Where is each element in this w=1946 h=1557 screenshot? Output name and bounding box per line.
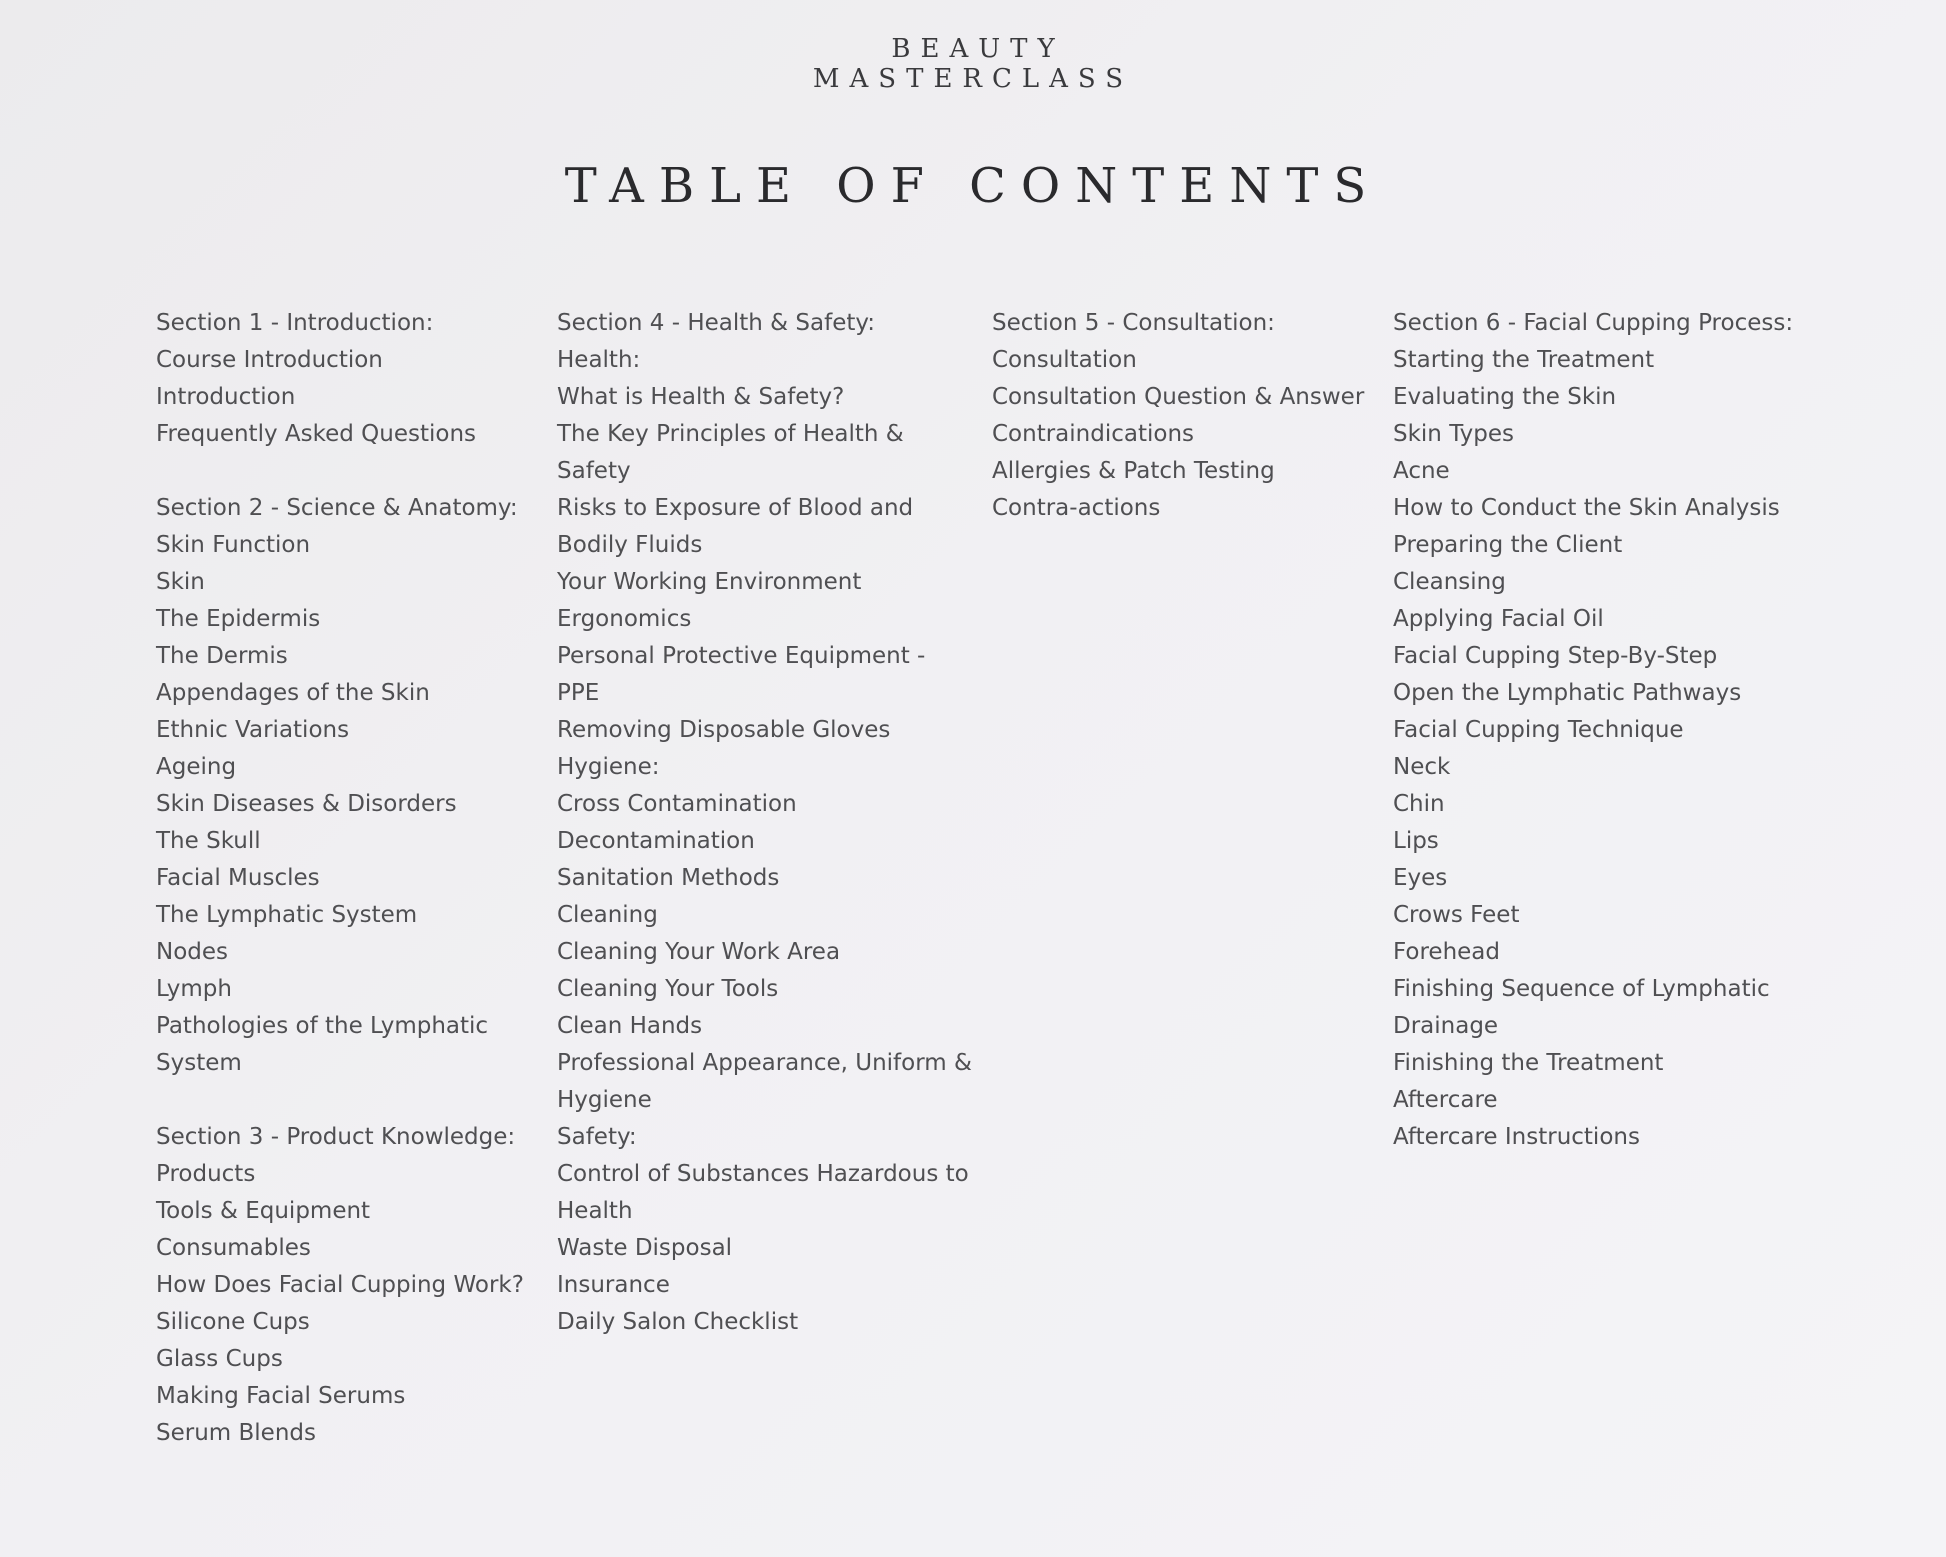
- toc-entry: Making Facial Serums: [156, 1383, 406, 1409]
- toc-entry: The Lymphatic System: [156, 902, 418, 928]
- toc-entry: Preparing the Client: [1393, 532, 1623, 558]
- toc-entry: Removing Disposable Gloves: [557, 717, 891, 743]
- toc-entry: Professional Appearance, Uniform &: [557, 1050, 972, 1076]
- toc-entry: Open the Lymphatic Pathways: [1393, 680, 1742, 706]
- toc-entry: Crows Feet: [1393, 902, 1520, 928]
- toc-entry: Cleaning Your Tools: [557, 976, 779, 1002]
- brand-line-2: MASTERCLASS: [812, 64, 1134, 94]
- toc-entry: Health:: [557, 347, 641, 373]
- toc-entry: Safety: [557, 458, 631, 484]
- brand-line-1: BEAUTY: [891, 34, 1065, 64]
- toc-entry: Facial Cupping Step-By-Step: [1393, 643, 1718, 669]
- toc-entry: Insurance: [557, 1272, 670, 1298]
- toc-entry: The Key Principles of Health &: [557, 421, 904, 447]
- toc-entry: Cleaning Your Work Area: [557, 939, 841, 965]
- toc-entry: Nodes: [156, 939, 229, 965]
- toc-entry: Products: [156, 1161, 256, 1187]
- toc-section-heading: Section 6 - Facial Cupping Process:: [1393, 310, 1794, 336]
- toc-entry: Skin Function: [156, 532, 311, 558]
- toc-entry: Silicone Cups: [156, 1309, 310, 1335]
- toc-entry: Glass Cups: [156, 1346, 283, 1372]
- toc-entry: Personal Protective Equipment -: [557, 643, 926, 669]
- toc-entry: Risks to Exposure of Blood and: [557, 495, 914, 521]
- toc-entry: Consultation: [992, 347, 1137, 373]
- toc-entry: Ergonomics: [557, 606, 692, 632]
- toc-entry: Hygiene:: [557, 754, 660, 780]
- toc-entry: What is Health & Safety?: [557, 384, 845, 410]
- toc-entry: Skin Types: [1393, 421, 1515, 447]
- toc-entry: Tools & Equipment: [156, 1198, 371, 1224]
- toc-entry: Lymph: [156, 976, 232, 1002]
- toc-entry: Health: [557, 1198, 633, 1224]
- toc-entry: Starting the Treatment: [1393, 347, 1655, 373]
- toc-entry: Lips: [1393, 828, 1439, 854]
- toc-entry: How Does Facial Cupping Work?: [156, 1272, 524, 1298]
- brand-logo: [0, 34, 1946, 94]
- toc-entry: Daily Salon Checklist: [557, 1309, 799, 1335]
- toc-entry: System: [156, 1050, 242, 1076]
- toc-entry: Contra-actions: [992, 495, 1161, 521]
- toc-entry: Safety:: [557, 1124, 637, 1150]
- toc-entry: The Epidermis: [156, 606, 321, 632]
- toc-entry: Introduction: [156, 384, 296, 410]
- toc-entry: Pathologies of the Lymphatic: [156, 1013, 489, 1039]
- toc-section-heading: Section 2 - Science & Anatomy:: [156, 495, 518, 521]
- toc-section-heading: Section 5 - Consultation:: [992, 310, 1275, 336]
- toc-entry: Facial Cupping Technique: [1393, 717, 1684, 743]
- toc-entry: Eyes: [1393, 865, 1448, 891]
- toc-column-2: [557, 305, 977, 1341]
- toc-entry: Bodily Fluids: [557, 532, 703, 558]
- toc-entry: Decontamination: [557, 828, 755, 854]
- toc-entry: Forehead: [1393, 939, 1501, 965]
- toc-spacer: [156, 453, 546, 490]
- toc-entry: Ageing: [156, 754, 237, 780]
- toc-entry: Serum Blends: [156, 1420, 316, 1446]
- toc-entry: Applying Facial Oil: [1393, 606, 1604, 632]
- toc-entry: PPE: [557, 680, 600, 706]
- toc-entry: Contraindications: [992, 421, 1195, 447]
- toc-entry: Skin: [156, 569, 205, 595]
- toc-entry: Your Working Environment: [557, 569, 862, 595]
- toc-entry: How to Conduct the Skin Analysis: [1393, 495, 1780, 521]
- toc-entry: Frequently Asked Questions: [156, 421, 477, 447]
- toc-entry: Sanitation Methods: [557, 865, 780, 891]
- toc-column-1: [156, 305, 546, 1452]
- toc-entry: Chin: [1393, 791, 1445, 817]
- toc-entry: The Skull: [156, 828, 261, 854]
- toc-entry: Neck: [1393, 754, 1451, 780]
- toc-entry: Finishing the Treatment: [1393, 1050, 1664, 1076]
- toc-entry: Ethnic Variations: [156, 717, 350, 743]
- toc-entry: Drainage: [1393, 1013, 1499, 1039]
- toc-entry: Waste Disposal: [557, 1235, 733, 1261]
- toc-entry: Allergies & Patch Testing: [992, 458, 1275, 484]
- toc-column-3: [992, 305, 1392, 527]
- toc-entry: Cross Contamination: [557, 791, 797, 817]
- toc-column-4: [1393, 305, 1933, 1156]
- toc-entry: Course Introduction: [156, 347, 383, 373]
- toc-spacer: [156, 1082, 546, 1119]
- toc-entry: Aftercare Instructions: [1393, 1124, 1640, 1150]
- toc-entry: Cleansing: [1393, 569, 1506, 595]
- toc-entry: Acne: [1393, 458, 1450, 484]
- toc-section-heading: Section 3 - Product Knowledge:: [156, 1124, 516, 1150]
- toc-entry: Consultation Question & Answer: [992, 384, 1365, 410]
- toc-entry: Appendages of the Skin: [156, 680, 430, 706]
- toc-entry: Cleaning: [557, 902, 658, 928]
- toc-entry: Consumables: [156, 1235, 311, 1261]
- toc-entry: Finishing Sequence of Lymphatic: [1393, 976, 1770, 1002]
- toc-section-heading: Section 4 - Health & Safety:: [557, 310, 876, 336]
- toc-entry: Control of Substances Hazardous to: [557, 1161, 969, 1187]
- toc-entry: Facial Muscles: [156, 865, 320, 891]
- toc-entry: Hygiene: [557, 1087, 652, 1113]
- toc-entry: Evaluating the Skin: [1393, 384, 1617, 410]
- toc-section-heading: Section 1 - Introduction:: [156, 310, 434, 336]
- page-title: TABLE OF CONTENTS: [564, 158, 1382, 214]
- toc-entry: Clean Hands: [557, 1013, 703, 1039]
- toc-entry: Aftercare: [1393, 1087, 1498, 1113]
- toc-entry: The Dermis: [156, 643, 288, 669]
- toc-entry: Skin Diseases & Disorders: [156, 791, 457, 817]
